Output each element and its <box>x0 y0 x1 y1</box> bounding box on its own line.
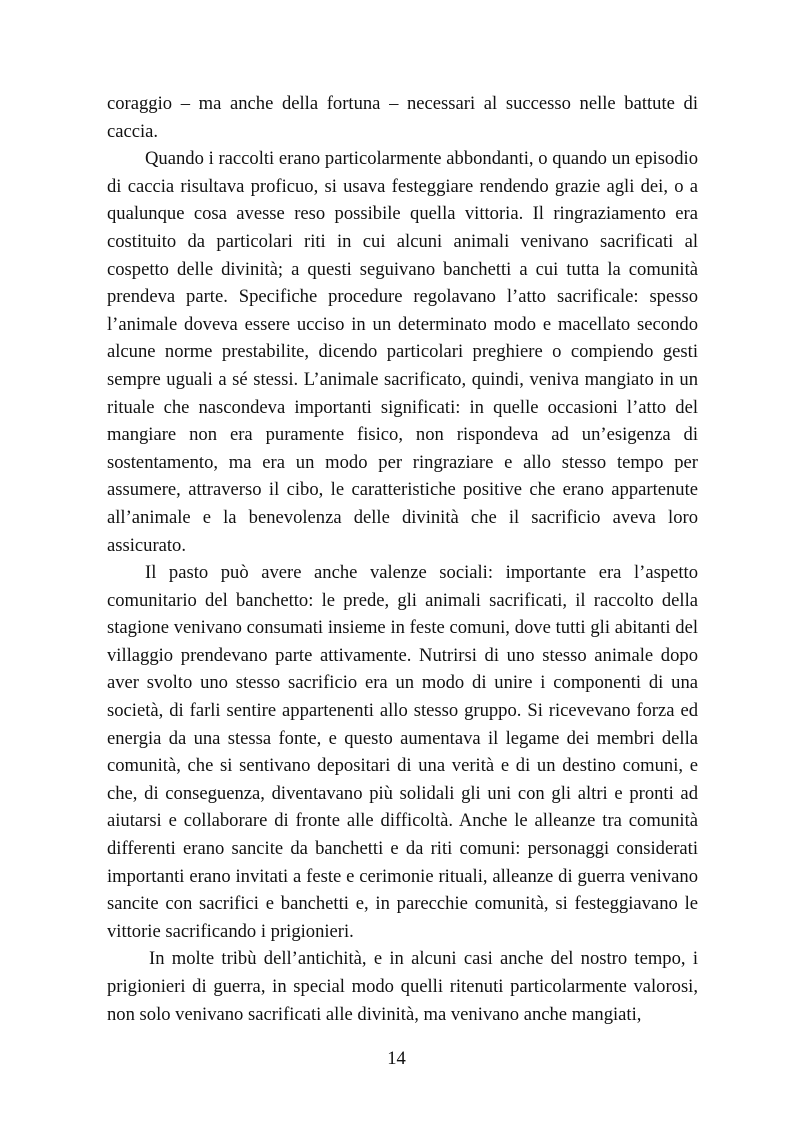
page-number: 14 <box>387 1048 406 1069</box>
paragraph-continuation: coraggio – ma anche della fortuna – necessari al successo nelle battute di caccia. <box>107 93 698 142</box>
body-text <box>107 90 698 1028</box>
paragraph-harvest-rites: Quando i raccolti erano particolarmente abbondanti, o quando un episodio di caccia risultava proficuo, si usava festeggiare rendendo grazie agli dei, o a qualunque cosa avesse reso possibile quella vittoria. Il ringraziamento era costituito da particolari riti in cui alcuni animali venivano sacrificati al cospetto delle divinità; a questi seguivano banchetti a cui tutta la comunità prendeva parte. Specifiche procedure regolavano l’atto sacrificale: spesso l’animale doveva essere ucciso in un determinato modo e macellato secondo alcune norme prestabilite, dicendo particolari preghiere o compiendo gesti sempre uguali a sé stessi. L’animale sacrificato, quindi, veniva mangiato in un rituale che nascondeva importanti significati: in quelle occasioni l’atto del mangiare non era puramente fisico, non rispondeva ad un’esigenza di sostentamento, ma era un modo per ringraziare e allo stesso tempo per assumere, attraverso il cibo, le caratteristiche positive che erano appartenute all’animale e la benevolenza delle divinità che il sacrificio aveva loro assicurato. <box>107 148 698 556</box>
paragraph-social-meal: Il pasto può avere anche valenze sociali: importante era l’aspetto comunitario del banchetto: le prede, gli animali sacrificati, il raccolto della stagione venivano consumati insieme in feste comuni, dove tutti gli abitanti del villaggio prendevano parte attivamente. Nutrirsi di uno stesso animale dopo aver svolto uno stesso sacrificio era un modo di unire i componenti di una società, di farli sentire appartenenti allo stesso gruppo. Si ricevevano forza ed energia da una stessa fonte, e questo aumentava il legame dei membri della comunità, che si sentivano depositari di una verità e di un destino comuni, e che, di conseguenza, diventavano più solidali gli uni con gli altri e pronti ad aiutarsi e collaborare di fronte alle difficoltà. Anche le alleanze tra comunità differenti erano sancite da banchetti e da riti comuni: personaggi considerati importanti erano invitati a feste e cerimonie rituali, alleanze di guerra venivano sancite con sacrifici e banchetti e, in parecchie comunità, si festeggiavano le vittorie sacrificando i prigionieri. <box>107 562 698 942</box>
paragraph-prisoners: In molte tribù dell’antichità, e in alcuni casi anche del nostro tempo, i prigionieri di guerra, in special modo quelli ritenuti particolarmente valorosi, non solo venivano sacrificati alle divinità, ma venivano anche mangiati, <box>107 948 698 1025</box>
